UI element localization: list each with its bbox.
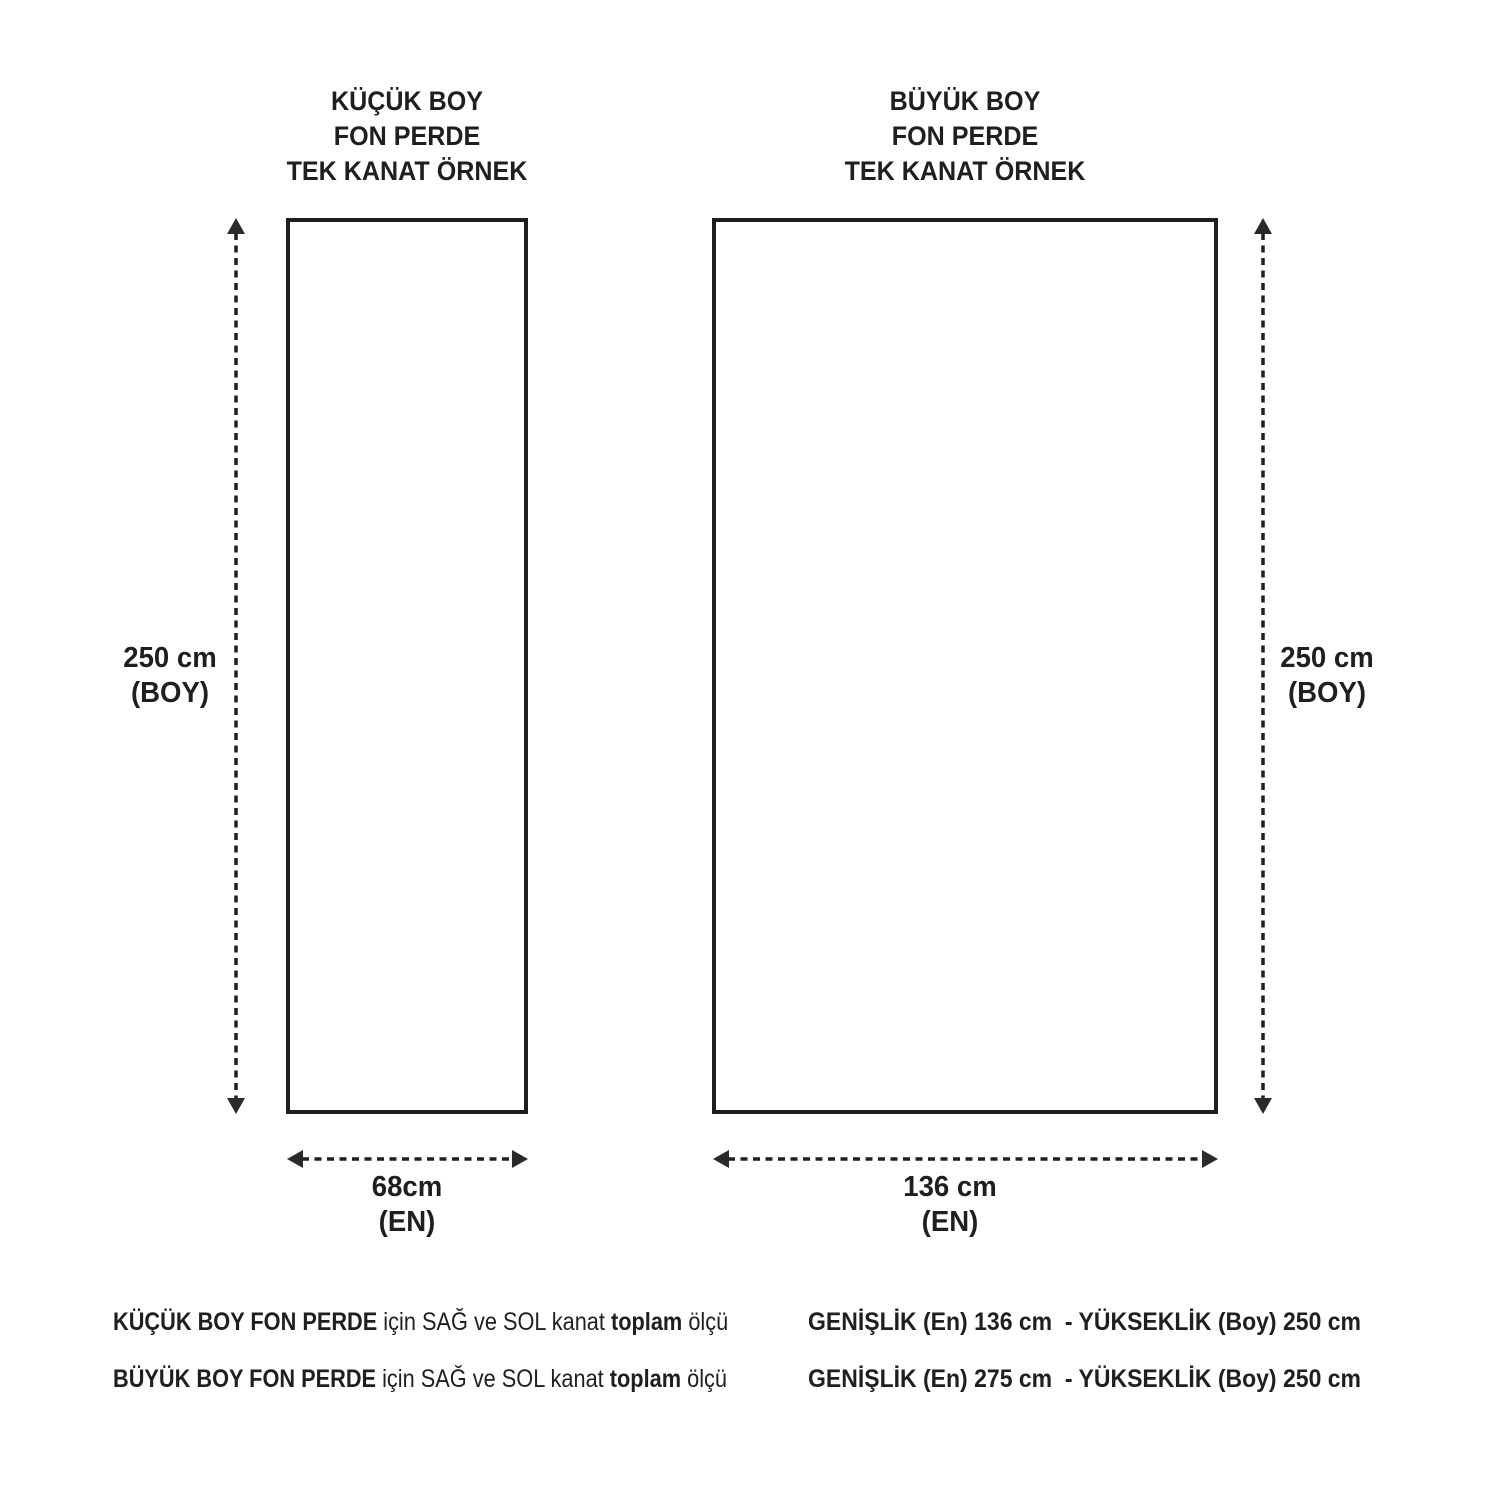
summary-text: için SAĞ ve SOL kanat <box>376 1365 610 1393</box>
small-panel-width-label <box>312 1170 502 1240</box>
product-name: BÜYÜK BOY FON PERDE <box>113 1365 377 1393</box>
large-panel-title <box>826 84 1105 189</box>
summary-text: ölçü <box>682 1308 729 1336</box>
title-line: BÜYÜK BOY <box>889 86 1041 116</box>
title-line: TEK KANAT ÖRNEK <box>844 156 1086 186</box>
summary-dimensions: GENİŞLİK (En) 275 cm - YÜKSEKLİK (Boy) 250 cm <box>808 1365 1361 1393</box>
title-line: FON PERDE <box>891 121 1039 151</box>
width-dimension-arrow-large <box>713 1148 1218 1170</box>
title-line: FON PERDE <box>333 121 481 151</box>
width-value: 68cm <box>371 1171 443 1203</box>
height-unit: (BOY) <box>1287 677 1367 709</box>
summary-row-large <box>0 1362 1500 1396</box>
summary-dimensions: GENİŞLİK (En) 136 cm - YÜKSEKLİK (Boy) 250 cm <box>808 1308 1361 1336</box>
summary-row-small <box>0 1305 1500 1339</box>
summary-total-word: toplam <box>610 1308 683 1336</box>
small-panel-title <box>268 84 547 189</box>
title-line: KÜÇÜK BOY <box>330 86 484 116</box>
summary-description <box>113 1305 728 1339</box>
large-panel-height-label <box>1246 641 1408 711</box>
large-curtain-panel-rect <box>712 218 1218 1114</box>
small-panel-height-label <box>89 641 251 711</box>
large-panel-width-label <box>850 1170 1050 1240</box>
height-unit: (BOY) <box>130 677 210 709</box>
width-dimension-arrow-small <box>287 1148 528 1170</box>
summary-description <box>113 1362 727 1396</box>
summary-text: ölçü <box>681 1365 728 1393</box>
product-name: KÜÇÜK BOY FON PERDE <box>113 1308 378 1336</box>
width-unit: (EN) <box>921 1206 979 1238</box>
width-unit: (EN) <box>378 1206 436 1238</box>
height-value: 250 cm <box>1280 642 1374 674</box>
width-value: 136 cm <box>903 1171 997 1203</box>
small-curtain-panel-rect <box>286 218 528 1114</box>
summary-total-word: toplam <box>609 1365 682 1393</box>
summary-text: için SAĞ ve SOL kanat <box>377 1308 611 1336</box>
title-line: TEK KANAT ÖRNEK <box>286 156 528 186</box>
height-value: 250 cm <box>123 642 217 674</box>
